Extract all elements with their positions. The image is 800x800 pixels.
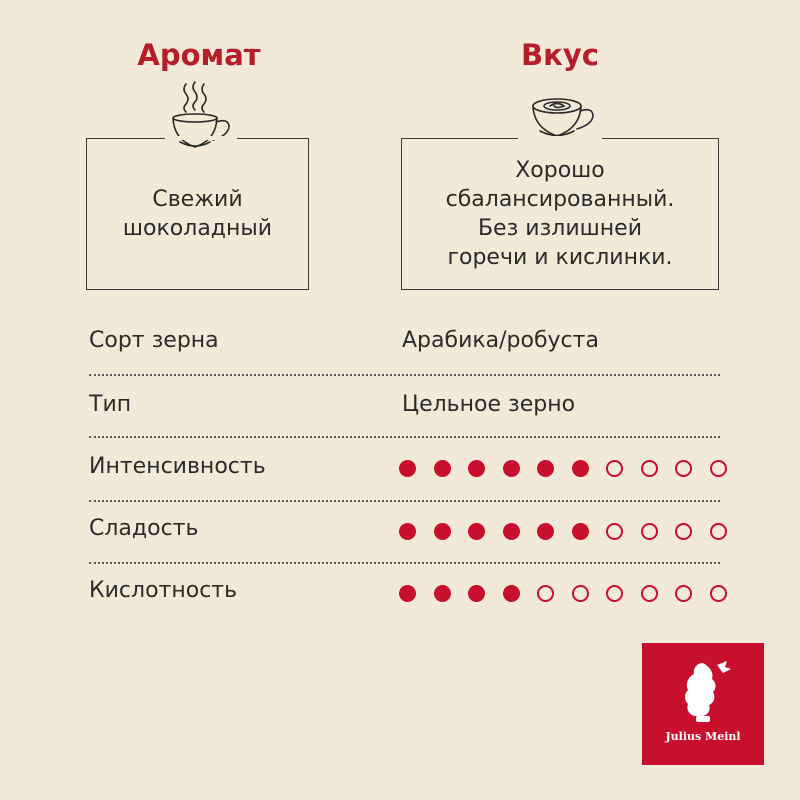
taste-box-gap xyxy=(518,136,602,140)
filled-dot-icon xyxy=(399,523,416,540)
rating-label: Сладость xyxy=(89,516,199,541)
empty-dot-icon xyxy=(606,460,623,477)
filled-dot-icon xyxy=(537,460,554,477)
acidity-rating xyxy=(399,585,727,602)
row-divider xyxy=(89,436,720,438)
empty-dot-icon xyxy=(675,585,692,602)
filled-dot-icon xyxy=(468,523,485,540)
spec-label: Тип xyxy=(89,392,132,417)
brand-logo xyxy=(642,643,764,765)
empty-dot-icon xyxy=(641,460,658,477)
sweetness-rating xyxy=(399,523,727,540)
filled-dot-icon xyxy=(503,460,520,477)
filled-dot-icon xyxy=(572,460,589,477)
empty-dot-icon xyxy=(606,523,623,540)
empty-dot-icon xyxy=(641,523,658,540)
row-divider xyxy=(89,500,720,502)
filled-dot-icon xyxy=(399,460,416,477)
taste-title: Вкус xyxy=(521,38,599,72)
empty-dot-icon xyxy=(572,585,589,602)
empty-dot-icon xyxy=(606,585,623,602)
taste-description: Хорошо сбалансированный. Без излишней горечи и кислинки. xyxy=(445,158,675,270)
filled-dot-icon xyxy=(434,523,451,540)
taste-description-box xyxy=(401,138,719,290)
aroma-box-gap xyxy=(165,136,237,140)
brand-name: Julius Meinl xyxy=(665,730,741,743)
filled-dot-icon xyxy=(468,460,485,477)
empty-dot-icon xyxy=(710,523,727,540)
intensity-rating xyxy=(399,460,727,477)
empty-dot-icon xyxy=(710,460,727,477)
row-divider xyxy=(89,562,720,564)
filled-dot-icon xyxy=(399,585,416,602)
aroma-description-box xyxy=(86,138,309,290)
spec-value: Цельное зерно xyxy=(402,392,576,417)
aroma-description: Свежий шоколадный xyxy=(122,187,273,241)
rating-label: Кислотность xyxy=(89,578,238,603)
filled-dot-icon xyxy=(503,585,520,602)
empty-dot-icon xyxy=(537,585,554,602)
filled-dot-icon xyxy=(572,523,589,540)
row-divider xyxy=(89,374,720,376)
spec-label: Сорт зерна xyxy=(89,328,219,353)
rating-label: Интенсивность xyxy=(89,454,266,479)
empty-dot-icon xyxy=(641,585,658,602)
filled-dot-icon xyxy=(468,585,485,602)
filled-dot-icon xyxy=(434,585,451,602)
spec-value: Арабика/робуста xyxy=(402,328,599,353)
aroma-title: Аромат xyxy=(137,38,261,72)
filled-dot-icon xyxy=(537,523,554,540)
empty-dot-icon xyxy=(675,460,692,477)
brand-emblem-icon xyxy=(642,643,764,765)
filled-dot-icon xyxy=(503,523,520,540)
empty-dot-icon xyxy=(675,523,692,540)
empty-dot-icon xyxy=(710,585,727,602)
filled-dot-icon xyxy=(434,460,451,477)
